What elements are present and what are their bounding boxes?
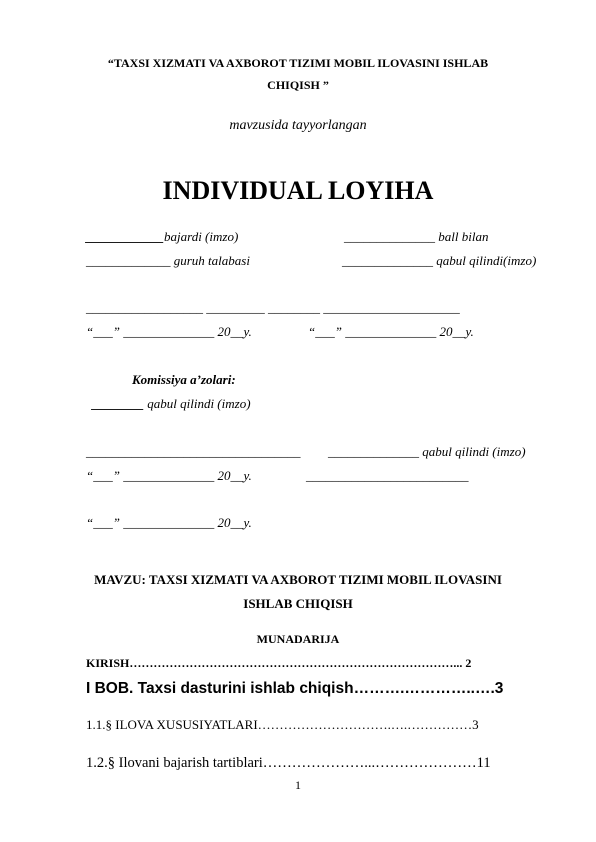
sign-row-5 (92, 396, 251, 412)
toc-item-1-1: 1.1.§ ILOVA XUSUSIYATLARI………………………….….……………3 (86, 717, 479, 732)
grade-blank: ______________ (344, 229, 435, 244)
signature-blank: ____________ (86, 229, 164, 244)
toc-item-chapter-1: I BOB. Taxsi dasturini ishlab chiqish……….…………..….3 (86, 680, 504, 697)
commission-accept-label: qabul qilindi (imzo) (147, 396, 251, 411)
sign-row-1-left (86, 229, 238, 245)
sign-row-1-right (344, 229, 488, 245)
page-number: 1 (295, 778, 301, 792)
date-row-2-left: “___” ______________ 20__y. (86, 468, 252, 483)
toc-item-1-2: 1.2.§ Ilovani bajarish tartiblari…………………...…………………11 (86, 755, 491, 771)
sign-row-3: __________________ _________ ________ _____________________ (86, 300, 460, 315)
toc-item-intro: KIRISH………………………………………………………………………... 2 (86, 656, 472, 670)
date-row-3: “___” ______________ 20__y. (86, 515, 252, 530)
toc-title: MUNADARIJA (256, 632, 340, 646)
grade-label: ball bilan (438, 229, 489, 244)
sign-row-2-right: ______________ qabul qilindi(imzo) (342, 253, 537, 268)
page-heading: INDIVIDUAL LOYIHA (162, 176, 434, 205)
subtitle: mavzusida tayyorlangan (229, 118, 367, 133)
sign-row-6-left: _________________________________ (86, 444, 301, 459)
commission-blank: ________ (92, 396, 144, 411)
date-row-2-right: _________________________ (306, 468, 469, 483)
topic-line-1: MAVZU: TAXSI XIZMATI VA AXBOROT TIZIMI MOBIL ILOVASINI (94, 572, 502, 587)
topic-line-2: ISHLAB CHIQISH (243, 596, 353, 611)
title-line-1: “TAXSI XIZMATI VA AXBOROT TIZIMI MOBIL ILOVASINI ISHLAB (107, 56, 489, 70)
date-row-1-left: “___” ______________ 20__y. (86, 324, 252, 339)
signature-label: bajardi (imzo) (164, 229, 239, 244)
sign-row-6-right: ______________ qabul qilindi (imzo) (328, 444, 526, 459)
sign-row-2-left: _____________ guruh talabasi (86, 253, 250, 268)
commission-label: Komissiya a’zolari: (132, 372, 236, 387)
title-line-2: CHIQISH ” (267, 78, 329, 92)
date-row-1-right: “___” ______________ 20__y. (308, 324, 474, 339)
